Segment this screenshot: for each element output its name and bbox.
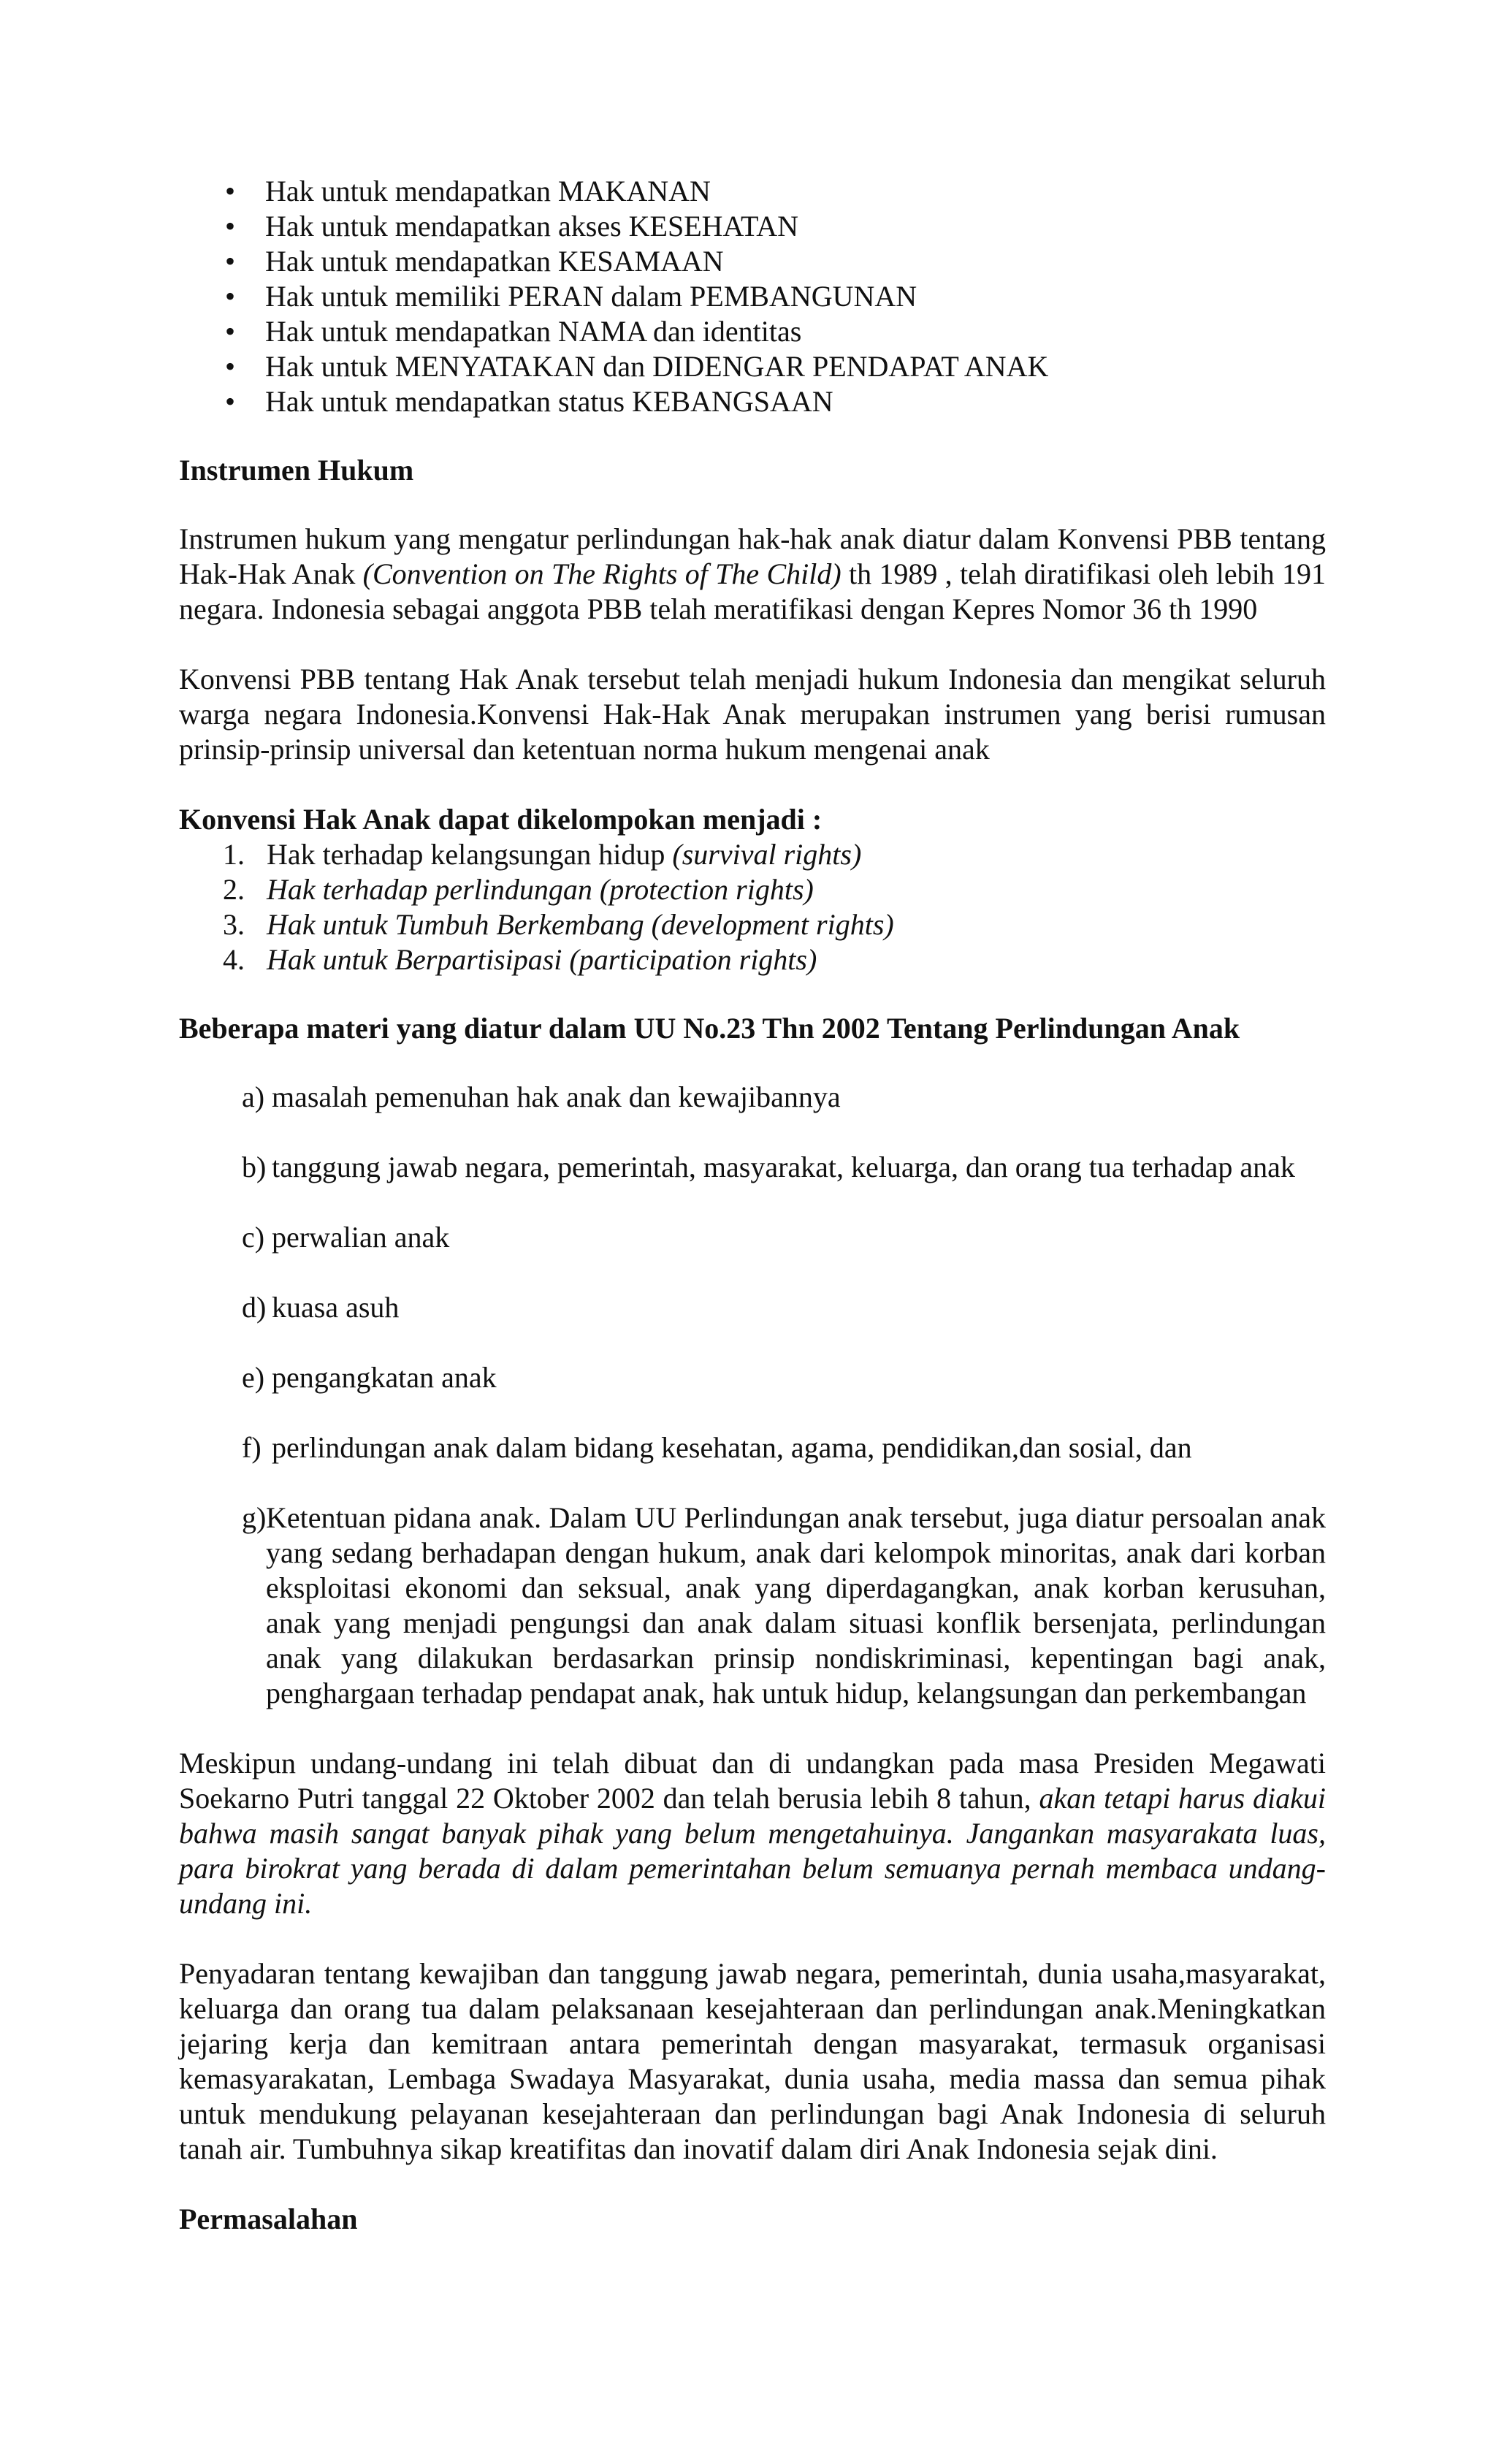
konvensi-heading: Konvensi Hak Anak dapat dikelompokan menjadi :: [179, 803, 823, 836]
list-item: g) Ketentuan pidana anak. Dalam UU Perlindungan anak tersebut, juga diatur persoalan anak yang sedang berhadapan dengan hukum, anak dari kelompok minoritas, anak dari korban eksploitasi ekonomi dan seksual, anak yang diperdagangkan, anak korban kerusuhan, anak yang menjadi pengungsi dan anak dalam situasi konflik bersenjata, perlindungan anak yang dilakukan berdasarkan prinsip nondiskriminasi, kepentingan bagi anak, penghargaan terhadap pendapat anak, hak untuk hidup, kelangsungan dan perkembangan: [242, 1501, 1326, 1709]
list-item: b) tanggung jawab negara, pemerintah, masyarakat, keluarga, dan orang tua terhadap anak: [242, 1151, 1295, 1183]
instrumen-paragraph-1: Instrumen hukum yang mengatur perlindungan hak-hak anak diatur dalam Konvensi PBB tentang Hak-Hak Anak (Convention on The Rights of The Child) th 1989 , telah diratifikasi oleh lebih 191 negara. Indonesia sebagai anggota PBB telah meratifikasi dengan Kepres Nomor 36 th 1990: [179, 522, 1326, 625]
list-item: c) perwalian anak: [242, 1221, 450, 1254]
list-item: a) masalah pemenuhan hak anak dan kewajibannya: [242, 1080, 841, 1113]
bullet-icon: •: [225, 210, 236, 243]
list-item: • Hak untuk mendapatkan KESAMAAN: [225, 245, 724, 278]
list-item: 1. Hak terhadap kelangsungan hidup (survival rights): [223, 838, 862, 871]
konvensi-list: [179, 837, 1326, 977]
document-body: [179, 174, 1326, 2237]
bullet-icon: •: [225, 280, 236, 313]
rights-list: [179, 174, 1326, 419]
bullet-icon: •: [225, 350, 236, 383]
penyadaran-paragraph: Penyadaran tentang kewajiban dan tanggung jawab negara, pemerintah, dunia usaha,masyarakat, keluarga dan orang tua dalam pelaksanaan kesejahteraan dan perlindungan anak.Meningkatkan jejaring kerja dan kemitraan antara pemerintah dengan masyarakat, termasuk organisasi kemasyarakatan, Lembaga Swadaya Masyarakat, dunia usaha, media massa dan semua pihak untuk mendukung pelayanan kesejahteraan dan perlindungan bagi Anak Indonesia di seluruh tanah air. Tumbuhnya sikap kreatifitas dan inovatif dalam diri Anak Indonesia sejak dini.: [179, 1957, 1326, 2165]
list-item: d) kuasa asuh: [242, 1291, 400, 1324]
permasalahan-heading: Permasalahan: [179, 2202, 358, 2235]
instrumen-heading: Instrumen Hukum: [179, 454, 414, 487]
list-item: • Hak untuk mendapatkan NAMA dan identitas: [225, 315, 802, 348]
bullet-icon: •: [225, 315, 236, 348]
uu-heading: Beberapa materi yang diatur dalam UU No.23 Thn 2002 Tentang Perlindungan Anak: [179, 1012, 1240, 1045]
list-item: • Hak untuk memiliki PERAN dalam PEMBANGUNAN: [225, 280, 917, 313]
instrumen-paragraph-2: Konvensi PBB tentang Hak Anak tersebut telah menjadi hukum Indonesia dan mengikat seluruh warga negara Indonesia.Konvensi Hak-Hak Anak merupakan instrumen yang berisi rumusan prinsip-prinsip universal dan ketentuan norma hukum mengenai anak: [179, 663, 1326, 766]
bullet-icon: •: [225, 385, 236, 418]
list-item: f) perlindungan anak dalam bidang kesehatan, agama, pendidikan,dan sosial, dan: [242, 1431, 1192, 1464]
list-item: 4. Hak untuk Berpartisipasi (participation rights): [223, 943, 817, 976]
bullet-icon: •: [225, 245, 236, 278]
bullet-icon: •: [225, 175, 236, 207]
meskipun-paragraph: Meskipun undang-undang ini telah dibuat dan di undangkan pada masa Presiden Megawati Soekarno Putri tanggal 22 Oktober 2002 dan telah berusia lebih 8 tahun, akan tetapi harus diakui bahwa masih sangat banyak pihak yang belum mengetahuinya. Jangankan masyarakata luas, para birokrat yang berada di dalam pemerintahan belum semuanya pernah membaca undang-undang ini.: [179, 1747, 1326, 1920]
list-item: 2. Hak terhadap perlindungan (protection rights): [223, 873, 814, 906]
list-item: • Hak untuk mendapatkan status KEBANGSAAN: [225, 385, 833, 418]
list-item: • Hak untuk mendapatkan akses KESEHATAN: [225, 210, 798, 243]
list-item: • Hak untuk mendapatkan MAKANAN: [225, 175, 711, 207]
list-item: e) pengangkatan anak: [242, 1361, 497, 1394]
list-item: • Hak untuk MENYATAKAN dan DIDENGAR PENDAPAT ANAK: [225, 350, 1049, 383]
list-item: 3. Hak untuk Tumbuh Berkembang (development rights): [223, 908, 894, 941]
